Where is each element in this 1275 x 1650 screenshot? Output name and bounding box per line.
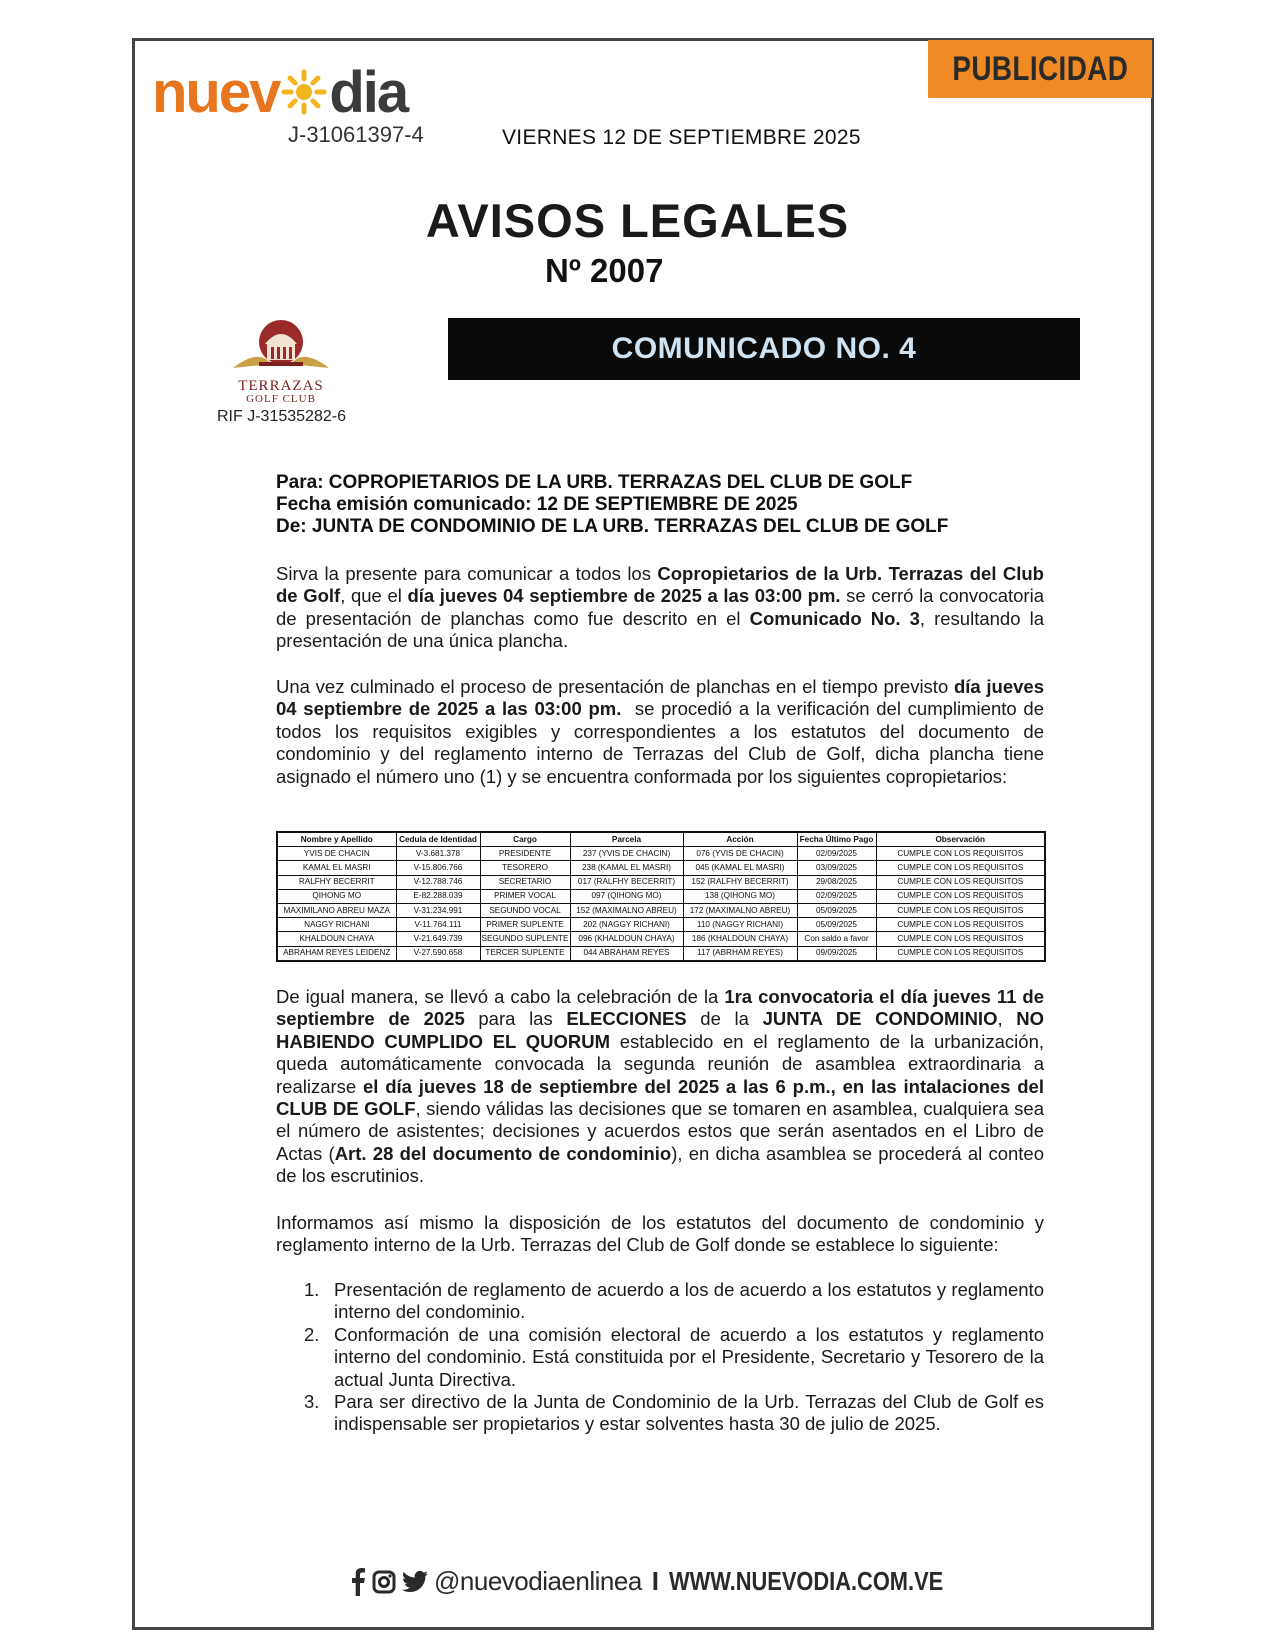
club-logo bbox=[216, 318, 346, 405]
bold-text: Comunicado No. 3 bbox=[749, 607, 920, 629]
sun-icon bbox=[281, 69, 327, 115]
list-text: Presentación de reglamento de acuerdo a los de acuerdo a los estatutos y reglamento interno del condominio. bbox=[334, 1279, 1044, 1323]
text: se procedió a la verificación del cumplimiento de todos los requisitos exigibles y correspondientes a los estatutos del documento de condominio y del reglamento interno de Terrazas del Club de Golf, dicha plancha tiene asignado el número uno (1) y se encuentra conformada por los siguientes copropietarios: bbox=[276, 698, 1050, 787]
table-cell: CUMPLE CON LOS REQUISITOS bbox=[876, 847, 1045, 861]
copropietarios-table bbox=[276, 831, 1046, 962]
page-title: AVISOS LEGALES bbox=[425, 194, 850, 247]
list-text: Conformación de una comisión electoral de acuerdo a los estatutos y reglamento interno del condominio. Está constituida por el Presidente, Secretario y Tesorero de la actual Junta Directiva. bbox=[334, 1323, 1044, 1390]
table-cell: 02/09/2025 bbox=[797, 889, 876, 903]
bold-text: ELECCIONES bbox=[566, 1008, 687, 1030]
issue-date-line: Fecha emisión comunicado: 12 DE SEPTIEMBRE DE 2025 bbox=[276, 494, 798, 515]
list-item bbox=[300, 1279, 1044, 1324]
text: se cerró la convocatoria de presentación de planchas como fue descrito en el bbox=[276, 585, 1044, 629]
text: , que el bbox=[340, 585, 408, 607]
table-cell: SECRETARIO bbox=[480, 875, 570, 889]
sender-line: De: JUNTA DE CONDOMINIO DE LA URB. TERRAZAS DEL CLUB DE GOLF bbox=[276, 516, 949, 537]
bold-text: Copropietarios de la Urb. Terrazas del Club de Golf bbox=[276, 563, 1044, 607]
table-cell: SEGUNDO SUPLENTE bbox=[480, 932, 570, 946]
table-cell: CUMPLE CON LOS REQUISITOS bbox=[876, 875, 1045, 889]
table-cell: Con saldo a favor bbox=[797, 932, 876, 946]
table-cell: QIHONG MO bbox=[277, 889, 396, 903]
table-cell: 097 (QIHONG MO) bbox=[570, 889, 683, 903]
table-cell: PRESIDENTE bbox=[480, 847, 570, 861]
club-emblem-icon bbox=[219, 318, 343, 374]
table-cell: 05/09/2025 bbox=[797, 903, 876, 917]
edition-number: Nº 2007 bbox=[545, 252, 664, 289]
recipient-line: Para: COPROPIETARIOS DE LA URB. TERRAZAS DEL CLUB DE GOLF bbox=[276, 472, 913, 493]
table-cell: 172 (MAXIMALNO ABREU) bbox=[683, 903, 797, 917]
paragraph-3 bbox=[276, 986, 1044, 1188]
list-item bbox=[300, 1391, 1044, 1436]
list-number: 2. bbox=[304, 1323, 320, 1345]
list-number: 3. bbox=[304, 1391, 320, 1413]
table-cell: 138 (QIHONG MO) bbox=[683, 889, 797, 903]
table-row bbox=[277, 875, 1045, 889]
table-cell: 186 (KHALDOUN CHAYA) bbox=[683, 932, 797, 946]
letter-header bbox=[276, 472, 1056, 538]
table-cell: 044 ABRAHAM REYES bbox=[570, 946, 683, 961]
table-cell: 017 (RALFHY BECERRIT) bbox=[570, 875, 683, 889]
table-cell: ABRAHAM REYES LEIDENZ bbox=[277, 946, 396, 961]
bold-text: día jueves 04 septiembre de 2025 a las 03:00 pm. bbox=[276, 676, 1044, 720]
table-cell: 02/09/2025 bbox=[797, 847, 876, 861]
club-name: TERRAZAS bbox=[238, 378, 324, 394]
text: ), en dicha asamblea se procederá al conteo de los escrutinios. bbox=[276, 1142, 1045, 1187]
table-row bbox=[277, 946, 1045, 961]
table-cell: CUMPLE CON LOS REQUISITOS bbox=[876, 918, 1045, 932]
table-cell: 152 (RALFHY BECERRIT) bbox=[683, 875, 797, 889]
table-cell: 096 (KHALDOUN CHAYA) bbox=[570, 932, 683, 946]
bold-text: JUNTA DE CONDOMINIO bbox=[762, 1008, 998, 1030]
paragraph-1 bbox=[276, 563, 1044, 653]
table-cell: CUMPLE CON LOS REQUISITOS bbox=[876, 903, 1045, 917]
table-cell: V-12.788.746 bbox=[396, 875, 480, 889]
table-cell: V-15.806.766 bbox=[396, 861, 480, 875]
table-row bbox=[277, 847, 1045, 861]
table-cell: 045 (KAMAL EL MASRI) bbox=[683, 861, 797, 875]
table-cell: CUMPLE CON LOS REQUISITOS bbox=[876, 861, 1045, 875]
social-handle: @nuevodiaenlinea bbox=[434, 1566, 642, 1596]
table-cell: 202 (NAGGY RICHANI) bbox=[570, 918, 683, 932]
list-text: Para ser directivo de la Junta de Condominio de la Urb. Terrazas del Club de Golf es indispensable ser propietarios y estar solventes hasta 30 de julio de 2025. bbox=[334, 1391, 1044, 1435]
table-cell: 238 (KAMAL EL MASRI) bbox=[570, 861, 683, 875]
bold-text: 1ra convocatoria el día jueves 11 de septiembre de 2025 bbox=[276, 986, 1044, 1030]
table-header-cell: Acción bbox=[683, 832, 797, 847]
table-cell: 117 (ABRHAM REYES) bbox=[683, 946, 797, 961]
table-body bbox=[277, 847, 1045, 961]
copropietarios-table-wrap bbox=[276, 831, 1044, 962]
website-link[interactable]: WWW.NUEVODIA.COM.VE bbox=[669, 1566, 944, 1596]
table-cell: 09/09/2025 bbox=[797, 946, 876, 961]
table-cell: 237 (YVIS DE CHACIN) bbox=[570, 847, 683, 861]
table-cell: 29/08/2025 bbox=[797, 875, 876, 889]
table-cell: 05/09/2025 bbox=[797, 918, 876, 932]
footer-separator: I bbox=[651, 1566, 660, 1596]
table-header-cell: Cedula de Identidad bbox=[396, 832, 480, 847]
table-cell: 110 (NAGGY RICHANI) bbox=[683, 918, 797, 932]
table-header-cell: Nombre y Apellido bbox=[277, 832, 396, 847]
table-cell: KHALDOUN CHAYA bbox=[277, 932, 396, 946]
table-cell: MAXIMILANO ABREU MAZA bbox=[277, 903, 396, 917]
text: , siendo válidas las decisiones que se tomaren en asamblea, cualquiera sea el número de asistentes; decisiones y acuerdos estos que serán asentados en el Libro de Actas ( bbox=[276, 1098, 1044, 1164]
facebook-icon bbox=[350, 1568, 366, 1596]
bold-text: NO HABIENDO CUMPLIDO EL QUORUM bbox=[276, 1008, 1045, 1052]
table-header-cell: Cargo bbox=[480, 832, 570, 847]
publication-date: VIERNES 12 DE SEPTIEMBRE 2025 bbox=[502, 126, 861, 149]
list-number: 1. bbox=[304, 1279, 320, 1300]
table-row bbox=[277, 903, 1045, 917]
table-cell: NAGGY RICHANI bbox=[277, 918, 396, 932]
table-cell: TERCER SUPLENTE bbox=[480, 946, 570, 961]
table-cell: TESORERO bbox=[480, 861, 570, 875]
twitter-icon bbox=[402, 1571, 428, 1593]
text: , resultando la presentación de una única plancha. bbox=[276, 607, 1044, 652]
table-cell: V-31.234.991 bbox=[396, 903, 480, 917]
table-cell: 076 (YVIS DE CHACIN) bbox=[683, 847, 797, 861]
text: Una vez culminado el proceso de presentación de planchas en el tiempo previsto bbox=[276, 676, 954, 697]
comunicado-title: COMUNICADO NO. 4 bbox=[611, 332, 917, 365]
text: De igual manera, se llevó a cabo la celebración de la bbox=[276, 986, 725, 1007]
footer bbox=[350, 1566, 995, 1597]
bold-text: Art. 28 del documento de condominio bbox=[334, 1142, 672, 1164]
logo-part-dia: dia bbox=[329, 59, 408, 125]
table-cell: PRIMER VOCAL bbox=[480, 889, 570, 903]
table-cell: V-3.681.378 bbox=[396, 847, 480, 861]
table-cell: PRIMER SUPLENTE bbox=[480, 918, 570, 932]
table-cell: CUMPLE CON LOS REQUISITOS bbox=[876, 889, 1045, 903]
club-rif: RIF J-31535282-6 bbox=[217, 408, 346, 425]
table-row bbox=[277, 861, 1045, 875]
table-row bbox=[277, 889, 1045, 903]
table-cell: KAMAL EL MASRI bbox=[277, 861, 396, 875]
list-item bbox=[300, 1324, 1044, 1391]
table-cell: V-27.590.658 bbox=[396, 946, 480, 961]
table-row bbox=[277, 918, 1045, 932]
bold-text: el día jueves 18 de septiembre del 2025 a las 6 p.m., en las intalaciones del CLUB DE GOLF bbox=[276, 1075, 1044, 1120]
publicidad-label: PUBLICIDAD bbox=[951, 49, 1129, 88]
newspaper-rif: J-31061397-4 bbox=[288, 122, 424, 147]
text: establecido en el reglamento de la urbanización, queda automáticamente convocada la segunda reunión de asamblea extraordinaria a realizarse bbox=[276, 1030, 1045, 1097]
text: Sirva la presente para comunicar a todos los bbox=[276, 563, 658, 584]
bold-text: día jueves 04 septiembre de 2025 a las 03:00 pm. bbox=[407, 585, 841, 607]
text: de la bbox=[686, 1008, 763, 1030]
table-cell: 03/09/2025 bbox=[797, 861, 876, 875]
paragraph-2 bbox=[276, 676, 1050, 788]
table-cell: SEGUNDO VOCAL bbox=[480, 903, 570, 917]
table-cell: V-11.764.111 bbox=[396, 918, 480, 932]
paragraph-4: Informamos así mismo la disposición de los estatutos del documento de condominio y reglamento interno de la Urb. Terrazas del Club de Golf donde se establece lo siguiente: bbox=[276, 1212, 1044, 1256]
table-row bbox=[277, 932, 1045, 946]
table-cell: 152 (MAXIMALNO ABREU) bbox=[570, 903, 683, 917]
table-header-row bbox=[277, 832, 1045, 847]
logo-part-nuev: nuev bbox=[152, 59, 280, 125]
newspaper-logo bbox=[152, 59, 408, 125]
publicidad-banner bbox=[928, 40, 1152, 98]
table-header-cell: Fecha Último Pago bbox=[797, 832, 876, 847]
comunicado-banner bbox=[448, 318, 1080, 380]
instagram-icon bbox=[372, 1570, 396, 1594]
table-header-cell: Observación bbox=[876, 832, 1045, 847]
requirements-list bbox=[300, 1279, 1044, 1436]
table-cell: CUMPLE CON LOS REQUISITOS bbox=[876, 946, 1045, 961]
text: , bbox=[997, 1008, 1017, 1030]
club-subtitle: GOLF CLUB bbox=[246, 393, 316, 405]
table-cell: YVIS DE CHACIN bbox=[277, 847, 396, 861]
text: para las bbox=[464, 1008, 567, 1030]
table-cell: E-82.288.039 bbox=[396, 889, 480, 903]
table-cell: V-21.649.739 bbox=[396, 932, 480, 946]
table-cell: RALFHY BECERRIT bbox=[277, 875, 396, 889]
table-cell: CUMPLE CON LOS REQUISITOS bbox=[876, 932, 1045, 946]
table-header-cell: Parcela bbox=[570, 832, 683, 847]
